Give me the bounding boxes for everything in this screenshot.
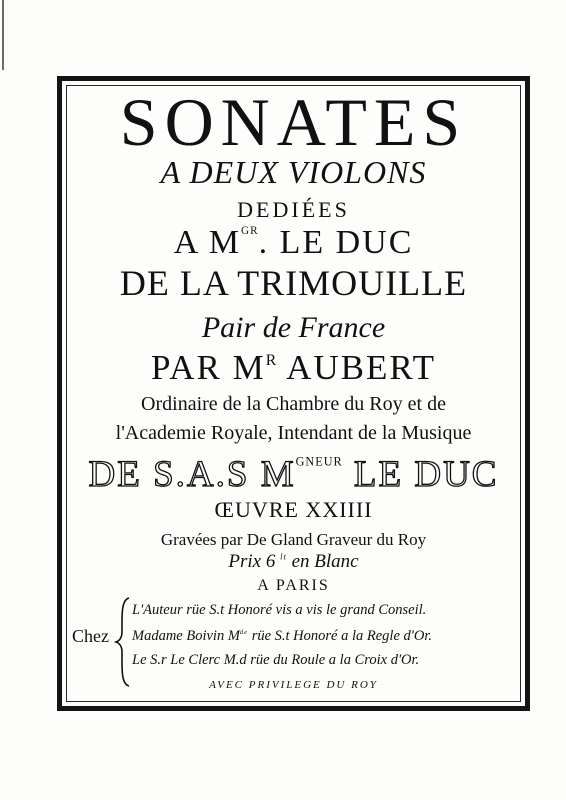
royal-privilege: AVEC PRIVILEGE DU ROY bbox=[209, 679, 378, 691]
seller-line-2 bbox=[132, 629, 432, 644]
dedication-recipient-rest: . LE DUC bbox=[258, 224, 414, 261]
author-line bbox=[62, 350, 525, 385]
author-name: AUBERT bbox=[277, 348, 436, 387]
seller-line-2-sup: de bbox=[239, 629, 249, 637]
main-title: SONATES bbox=[119, 84, 468, 160]
price-unit: lt bbox=[280, 551, 287, 562]
engraver-credit: Gravées par De Gland Graveur du Roy bbox=[160, 530, 427, 549]
seller-line-2-prefix: Madame Boivin M bbox=[132, 628, 240, 644]
patron-prefix: DE S.A.S M bbox=[88, 454, 296, 495]
sellers-brace bbox=[114, 596, 132, 688]
patron-line bbox=[62, 456, 525, 493]
dedication-title: Pair de France bbox=[201, 311, 386, 344]
price-suffix: en Blanc bbox=[286, 551, 359, 572]
author-prefix: PAR M bbox=[151, 348, 266, 387]
author-role-line2: l'Academie Royale, Intendant de la Musique bbox=[115, 422, 472, 444]
page-edge-mark bbox=[2, 0, 4, 70]
opus-number: ŒUVRE XXIIII bbox=[214, 497, 373, 522]
seller-line-2-rest: rüe S.t Honoré a la Regle d'Or. bbox=[248, 628, 433, 644]
dedication-house: DE LA TRIMOUILLE bbox=[119, 263, 468, 303]
publication-city: A PARIS bbox=[257, 577, 330, 594]
dedication-recipient bbox=[62, 226, 525, 260]
price-line bbox=[62, 552, 525, 571]
sellers-label: Chez bbox=[72, 626, 109, 646]
subtitle: A DEUX VIOLONS bbox=[160, 154, 427, 190]
seller-line-3: Le S.r Le Clerc M.d rüe du Roule a la Croix d'Or. bbox=[132, 652, 420, 668]
price-prefix: Prix 6 bbox=[228, 551, 281, 572]
patron-suffix: LE DUC bbox=[342, 454, 499, 495]
author-role-line1: Ordinaire de la Chambre du Roy et de bbox=[141, 393, 446, 415]
seller-line-1: L'Auteur rüe S.t Honoré vis a vis le grand Conseil. bbox=[132, 602, 427, 618]
author-sup: R bbox=[265, 351, 278, 369]
dedication-heading: DEDIÉES bbox=[237, 197, 350, 222]
dedication-recipient-sup: GR bbox=[241, 224, 259, 237]
dedication-recipient-prefix: A M bbox=[173, 224, 241, 261]
patron-sup: GNEUR bbox=[295, 454, 343, 469]
